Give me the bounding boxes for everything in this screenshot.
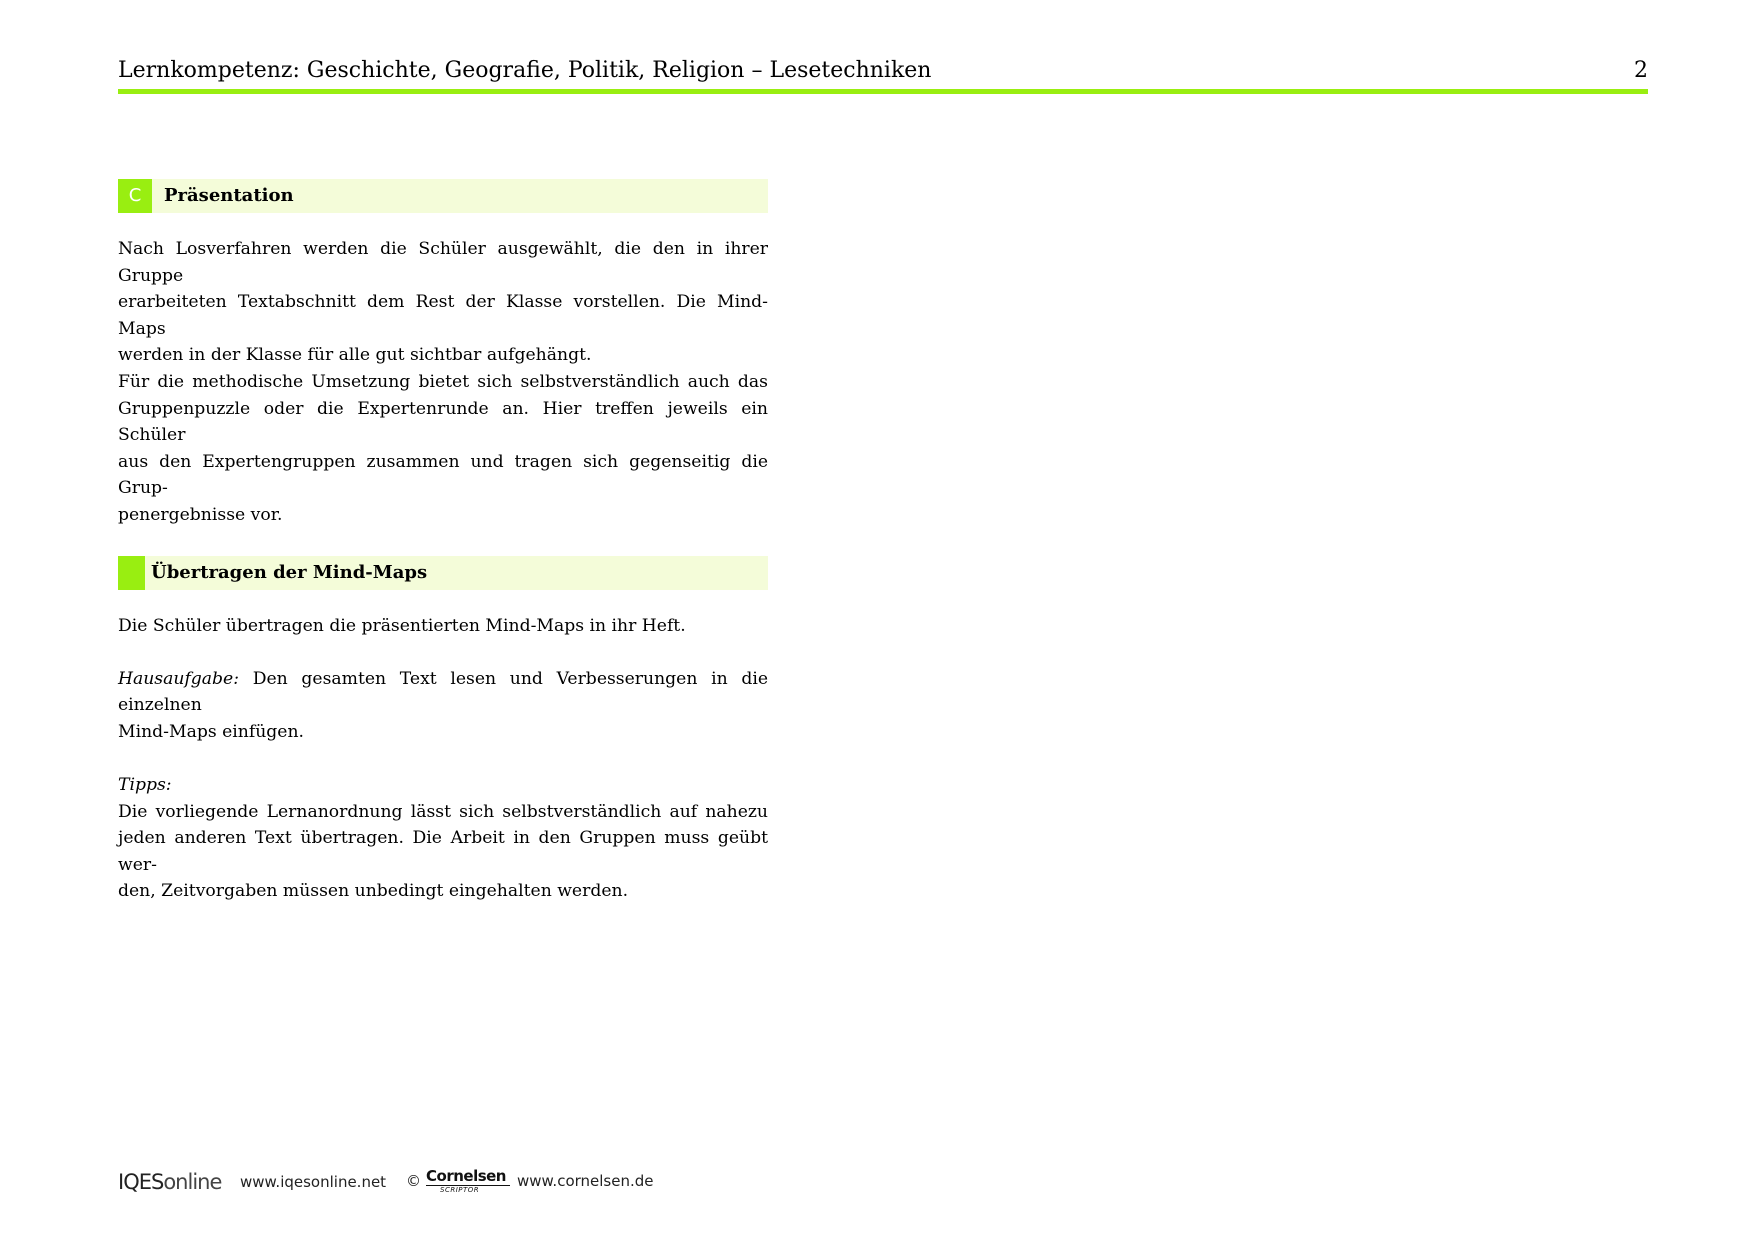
text-line: werden in der Klasse für alle gut sichtbar aufgehängt. (118, 345, 592, 366)
text-line: Gruppenpuzzle oder die Expertenrunde an. Hier treffen jeweils ein Schüler (118, 398, 768, 446)
homework-paragraph (118, 666, 768, 746)
cornelsen-url-link[interactable]: www.cornelsen.de (517, 1172, 654, 1190)
section-header-mind-maps (118, 556, 768, 590)
text-line: penergebnisse vor. (118, 504, 283, 525)
header-divider (118, 89, 1648, 94)
tips-label-text: Tipps: (118, 775, 172, 796)
section-title: Übertragen der Mind-Maps (151, 561, 428, 583)
text-line: Nach Losverfahren werden die Schüler ausgewählt, die den in ihrer Gruppe (118, 239, 768, 286)
section-badge (118, 556, 145, 590)
page-header (118, 54, 1648, 94)
text-line (118, 666, 768, 719)
section-title: Präsentation (164, 185, 294, 206)
iqes-url-link[interactable]: www.iqesonline.net (240, 1173, 387, 1191)
logo-light: online (163, 1170, 222, 1194)
brand-sub: SCRIPTOR (440, 1186, 480, 1194)
section-header-praesentation (118, 179, 768, 213)
text-line: aus den Expertengruppen zusammen und tragen sich gegenseitig die Grup- (118, 451, 768, 499)
homework-label: Hausaufgabe: (118, 668, 240, 689)
text-line: den, Zeitvorgaben müssen unbedingt eingehalten werden. (118, 881, 629, 902)
header-title: Lernkompetenz: Geschichte, Geografie, Politik, Religion – Lesetechniken (118, 58, 932, 83)
tips-paragraph (118, 772, 768, 905)
homework-text: Den gesamten Text lesen und Verbesserungen in die einzelnen (118, 668, 768, 716)
text-line: jeden anderen Text übertragen. Die Arbeit in den Gruppen muss geübt wer- (118, 828, 768, 875)
mind-maps-paragraph (118, 613, 768, 640)
logo-bold: IQES (118, 1170, 164, 1194)
praesentation-paragraph (118, 236, 768, 529)
text-line: erarbeiteten Textabschnitt dem Rest der Klasse vorstellen. Die Mind-Maps (118, 292, 768, 339)
brand-name: Cornelsen (426, 1167, 506, 1185)
text-line: Für die methodische Umsetzung bietet sich selbstverständlich auch das (118, 371, 768, 392)
text-line: Die vorliegende Lernanordnung lässt sich selbstverständlich auf nahezu (118, 801, 768, 822)
section-badge: C (118, 179, 152, 213)
page-number: 2 (1634, 58, 1648, 83)
copyright-symbol: © (406, 1172, 421, 1190)
cornelsen-logo (426, 1167, 512, 1197)
tips-label (118, 772, 768, 799)
page-footer (118, 1168, 718, 1196)
main-content (118, 179, 768, 905)
text-line: Mind-Maps einfügen. (118, 721, 304, 742)
iqes-online-logo (118, 1170, 221, 1194)
text-line: Die Schüler übertragen die präsentierten Mind-Maps in ihr Heft. (118, 615, 686, 636)
